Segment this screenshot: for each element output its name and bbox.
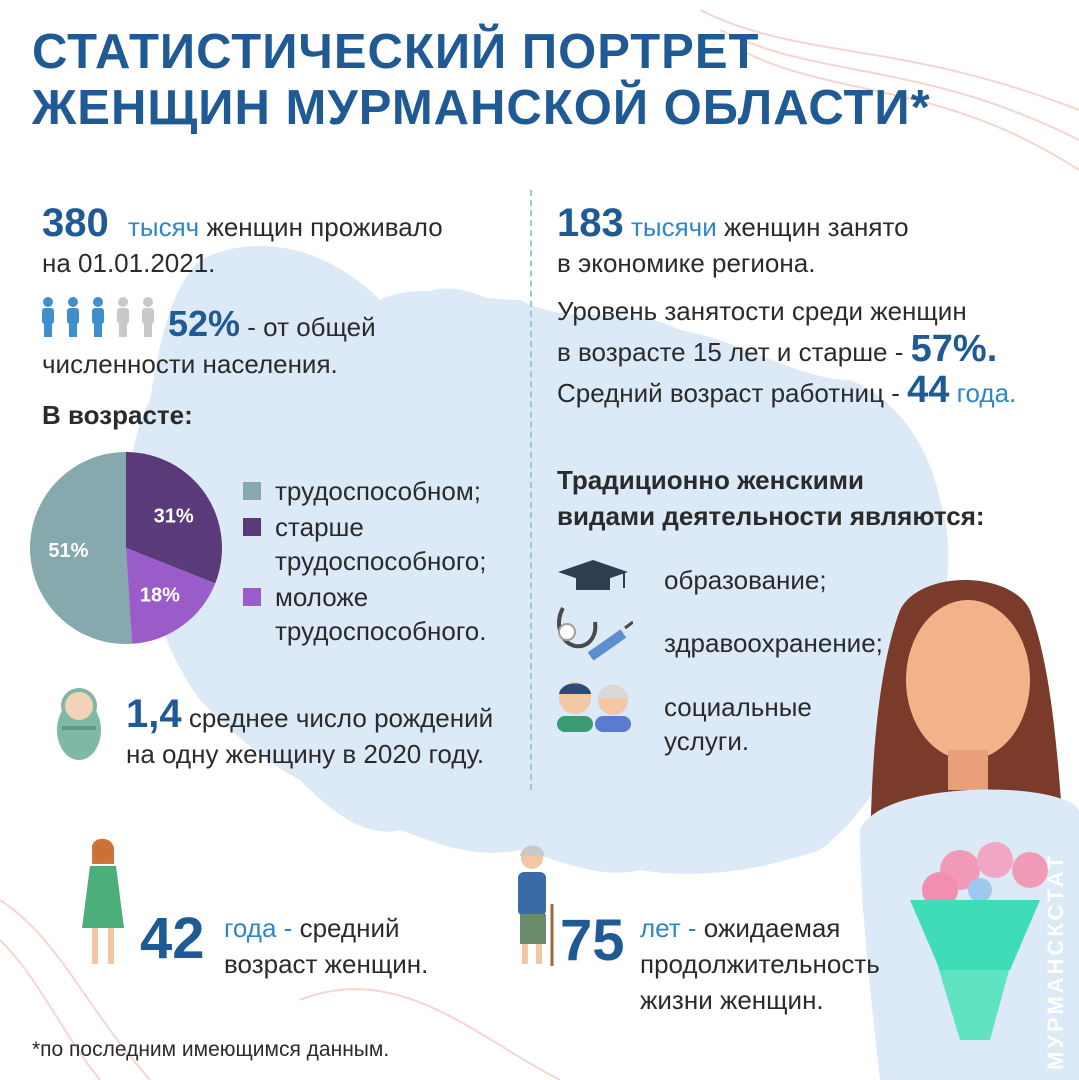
activities-heading-1: Традиционно женскими bbox=[557, 465, 865, 495]
legend-label-working: трудоспособном; bbox=[275, 476, 481, 506]
population-percent-text-2: численности населения. bbox=[42, 349, 338, 379]
population-percent: 52% bbox=[168, 303, 241, 344]
births-text-1: среднее число рождений bbox=[188, 703, 494, 733]
title-line-1: СТАТИСТИЧЕСКИЙ ПОРТРЕТ bbox=[32, 25, 760, 79]
births-block bbox=[126, 692, 526, 772]
life-expectancy-unit: лет - bbox=[640, 913, 697, 943]
pie-label-working: 51% bbox=[48, 539, 89, 562]
people-icon bbox=[553, 676, 635, 732]
activity-education: образование; bbox=[664, 565, 827, 595]
legend-item-older bbox=[243, 510, 523, 578]
life-expectancy-text-1: ожидаемая bbox=[703, 913, 841, 943]
avg-worker-age-value: 44 bbox=[907, 369, 950, 411]
life-expectancy-text-2: продолжительность bbox=[640, 949, 880, 979]
births-text-2: на одну женщину в 2020 году. bbox=[126, 739, 485, 769]
legend-item-younger bbox=[243, 580, 523, 648]
population-percent-text-1: - от общей bbox=[247, 312, 376, 342]
watermark: МУРМАНСКСТАТ bbox=[1043, 852, 1068, 1070]
column-divider bbox=[530, 190, 532, 790]
activity-healthcare: здравоохранение; bbox=[664, 628, 883, 658]
avg-age-text-1: средний bbox=[299, 913, 400, 943]
legend-label-younger-1: моложе bbox=[275, 582, 369, 612]
employment-unit: тысячи bbox=[630, 212, 717, 242]
births-number: 1,4 bbox=[126, 692, 182, 736]
activity-social-2: услуги. bbox=[664, 726, 750, 756]
people-ratio-icon bbox=[38, 296, 163, 338]
legend-label-older-1: старше bbox=[275, 512, 364, 542]
population-number: 380 bbox=[42, 201, 109, 245]
avg-age-text-2: возраст женщин. bbox=[224, 949, 429, 979]
employment-text-2: в экономике региона. bbox=[557, 248, 816, 278]
legend-swatch-younger bbox=[243, 588, 261, 606]
age-heading: В возрасте: bbox=[42, 400, 193, 430]
employment-text-1: женщин занято bbox=[723, 212, 909, 242]
woman-figure-icon bbox=[80, 836, 126, 968]
legend-label-older-2: трудоспособного; bbox=[275, 546, 487, 576]
legend-label-younger-2: трудоспособного. bbox=[275, 616, 487, 646]
population-unit: тысяч bbox=[127, 212, 200, 242]
employment-block bbox=[557, 201, 1067, 411]
avg-age-unit: года - bbox=[224, 913, 293, 943]
activities-heading bbox=[557, 462, 1037, 534]
stethoscope-syringe-icon bbox=[553, 602, 633, 668]
footnote: *по последним имеющимся данным. bbox=[32, 1038, 390, 1061]
avg-worker-age-text: Средний возраст работниц - bbox=[557, 378, 900, 408]
activity-social bbox=[664, 690, 812, 758]
age-legend bbox=[243, 474, 523, 648]
page-title bbox=[32, 24, 1032, 136]
pie-label-older: 31% bbox=[153, 505, 194, 528]
population-percent-block bbox=[168, 303, 498, 345]
graduation-cap-icon bbox=[556, 556, 630, 594]
avg-worker-age-unit: года. bbox=[956, 378, 1017, 408]
age-pie-chart bbox=[30, 452, 230, 652]
population-text-1: женщин проживало bbox=[206, 212, 443, 242]
legend-item-working bbox=[243, 474, 523, 508]
life-expectancy-text-block bbox=[640, 910, 930, 1018]
pie-label-younger: 18% bbox=[139, 584, 180, 607]
avg-age-number: 42 bbox=[140, 906, 205, 971]
employment-rate-text-1: Уровень занятости среди женщин bbox=[557, 296, 967, 326]
employment-number: 183 bbox=[557, 201, 624, 245]
life-expectancy-number: 75 bbox=[560, 908, 625, 973]
legend-swatch-working bbox=[243, 482, 261, 500]
baby-icon bbox=[52, 686, 106, 762]
title-line-2: ЖЕНЩИН МУРМАНСКОЙ ОБЛАСТИ* bbox=[32, 81, 931, 135]
population-block bbox=[42, 201, 522, 281]
activities-heading-2: видами деятельности являются: bbox=[557, 501, 985, 531]
legend-swatch-older bbox=[243, 518, 261, 536]
avg-age-text-block bbox=[224, 910, 504, 982]
population-text-2: на 01.01.2021. bbox=[42, 248, 216, 278]
elderly-woman-icon bbox=[508, 844, 558, 968]
activity-social-1: социальные bbox=[664, 692, 812, 722]
employment-rate-value: 57%. bbox=[910, 328, 998, 370]
employment-rate-text-2: в возрасте 15 лет и старше - bbox=[557, 337, 904, 367]
life-expectancy-text-3: жизни женщин. bbox=[640, 985, 824, 1015]
